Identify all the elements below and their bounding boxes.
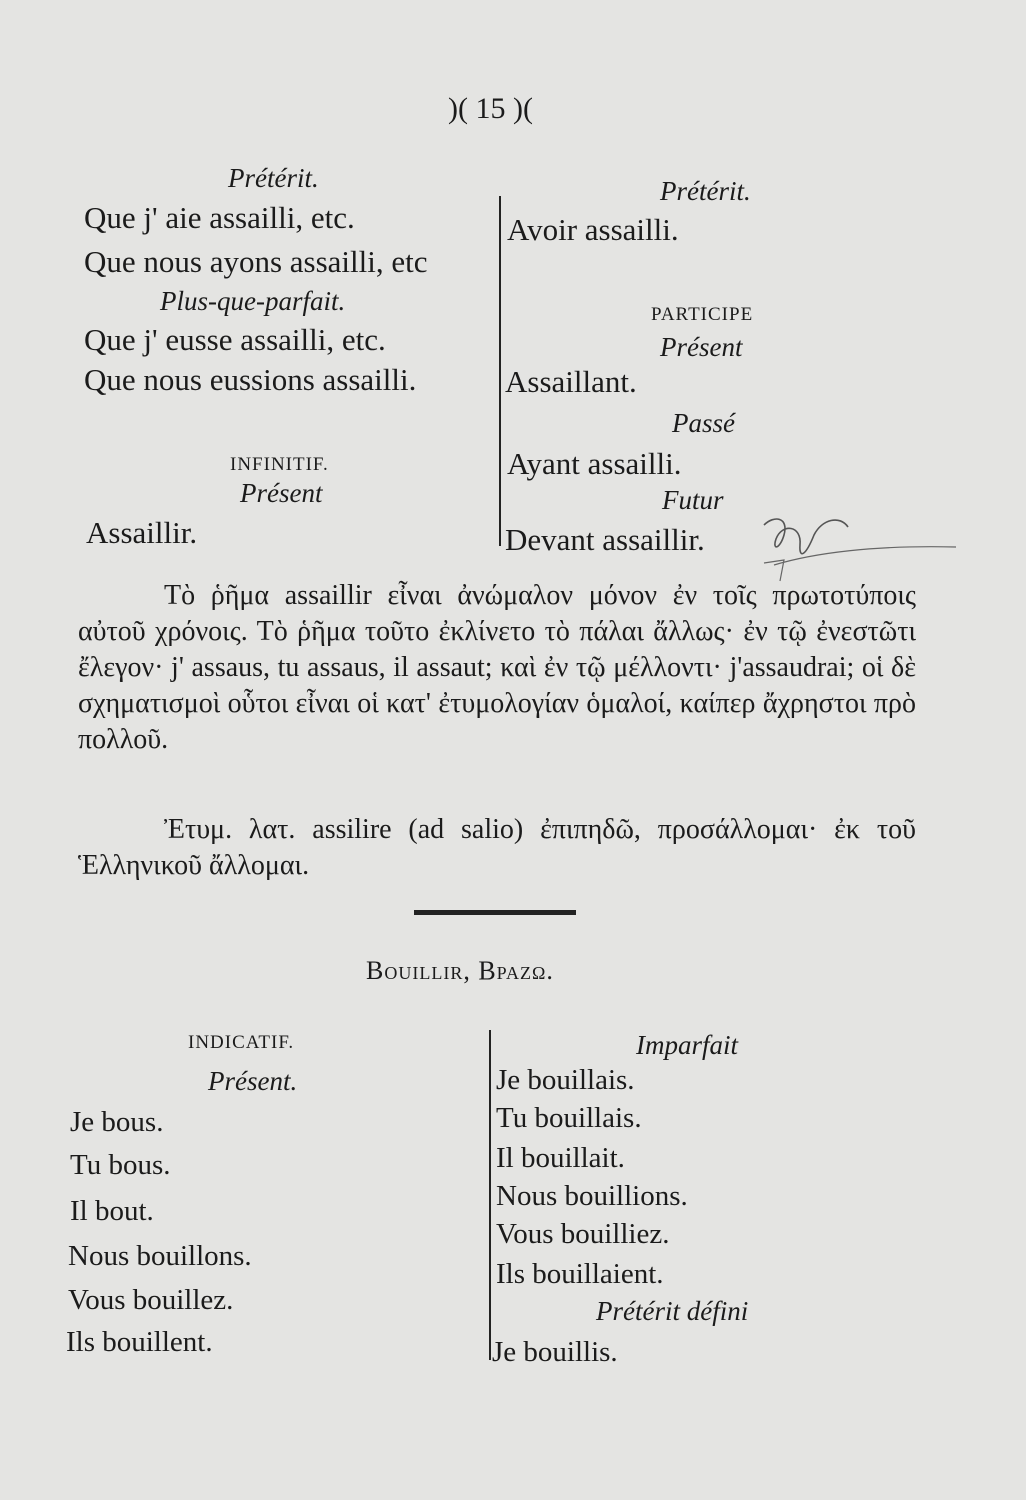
participe-futur-form: Devant assaillir. — [505, 522, 705, 557]
commentary-paragraph — [78, 578, 916, 758]
section-separator — [414, 910, 576, 915]
present-form-2: Tu bous. — [70, 1149, 171, 1181]
imparfait-form-5: Vous bouilliez. — [496, 1218, 670, 1250]
preterit-heading-right: Prétérit. — [660, 176, 751, 206]
subjunctive-preterit-line-2: Que nous ayons assailli, etc — [84, 244, 428, 279]
preterit-defini-form-1: Je bouillis. — [492, 1336, 618, 1368]
participe-present-heading: Présent — [660, 332, 743, 362]
infinitif-present-form: Assaillir. — [86, 515, 198, 550]
present-form-6: Ils bouillent. — [66, 1326, 213, 1358]
plus-que-parfait-heading: Plus-que-parfait. — [160, 286, 346, 316]
subjunctive-preterit-line-1: Que j' aie assailli, etc. — [84, 200, 355, 235]
infinitif-preterit-form: Avoir assailli. — [507, 212, 679, 247]
preterit-defini-heading: Prétérit défini — [596, 1296, 749, 1326]
present-form-1: Je bous. — [70, 1106, 164, 1138]
imparfait-form-1: Je bouillais. — [496, 1064, 635, 1096]
infinitif-present-heading: Présent — [240, 478, 323, 508]
infinitif-heading: INFINITIF. — [230, 454, 329, 475]
present-form-4: Nous bouillons. — [68, 1240, 252, 1272]
imparfait-form-2: Tu bouillais. — [496, 1102, 642, 1134]
imparfait-heading: Imparfait — [636, 1030, 739, 1060]
present-form-3: Il bout. — [70, 1195, 154, 1227]
plus-que-parfait-line-1: Que j' eusse assailli, etc. — [84, 322, 386, 357]
page-number: )( 15 )( — [448, 92, 533, 125]
etymology-paragraph — [78, 812, 916, 884]
imparfait-form-4: Nous bouillions. — [496, 1180, 688, 1212]
verb-title: Bouillir, Βραζω. — [366, 956, 554, 985]
commentary-text: Τὸ ῥῆμα assaillir εἶναι ἀνώμαλον μόνον ἐν τοῖς πρωτοτύποις αὐτοῦ χρόνοις. Τὸ ῥῆμα τοῦτο ἐκλίνετο τὸ πάλαι ἄλλως· ἐν τῷ ἐνεστῶτι ἔλεγον· j' assaus, tu assaus, il assaut; καὶ ἐν τῷ μέλλοντι· j'assaudrai; οἱ δὲ σχηματισμοὶ οὗτοι εἶναι οἱ κατ' ἐτυμολογίαν ὁμαλοί, καίπερ ἄχρηστοι πρὸ πολλοῦ. — [78, 580, 916, 755]
present-form-5: Vous bouillez. — [68, 1284, 234, 1316]
column-divider-bottom — [489, 1030, 491, 1360]
imparfait-form-6: Ils bouillaient. — [496, 1258, 664, 1290]
indicatif-present-heading: Présent. — [208, 1066, 298, 1096]
handwritten-signature-mark — [744, 505, 964, 585]
participe-present-form: Assaillant. — [505, 364, 637, 399]
etymology-text: Ἐτυμ. λατ. assilire (ad salio) ἐπιπηδῶ, προσάλλομαι· ἐκ τοῦ Ἑλληνικοῦ ἄλλομαι. — [78, 814, 916, 881]
indicatif-heading: INDICATIF. — [188, 1032, 295, 1053]
plus-que-parfait-line-2: Que nous eussions assailli. — [84, 362, 417, 397]
participe-passe-heading: Passé — [672, 408, 735, 438]
preterit-heading-left: Prétérit. — [228, 163, 319, 193]
column-divider-top — [499, 196, 501, 546]
imparfait-form-3: Il bouillait. — [496, 1142, 625, 1174]
participe-heading: PARTICIPE — [651, 304, 754, 325]
participe-futur-heading: Futur — [662, 485, 724, 515]
participe-passe-form: Ayant assailli. — [507, 446, 682, 481]
